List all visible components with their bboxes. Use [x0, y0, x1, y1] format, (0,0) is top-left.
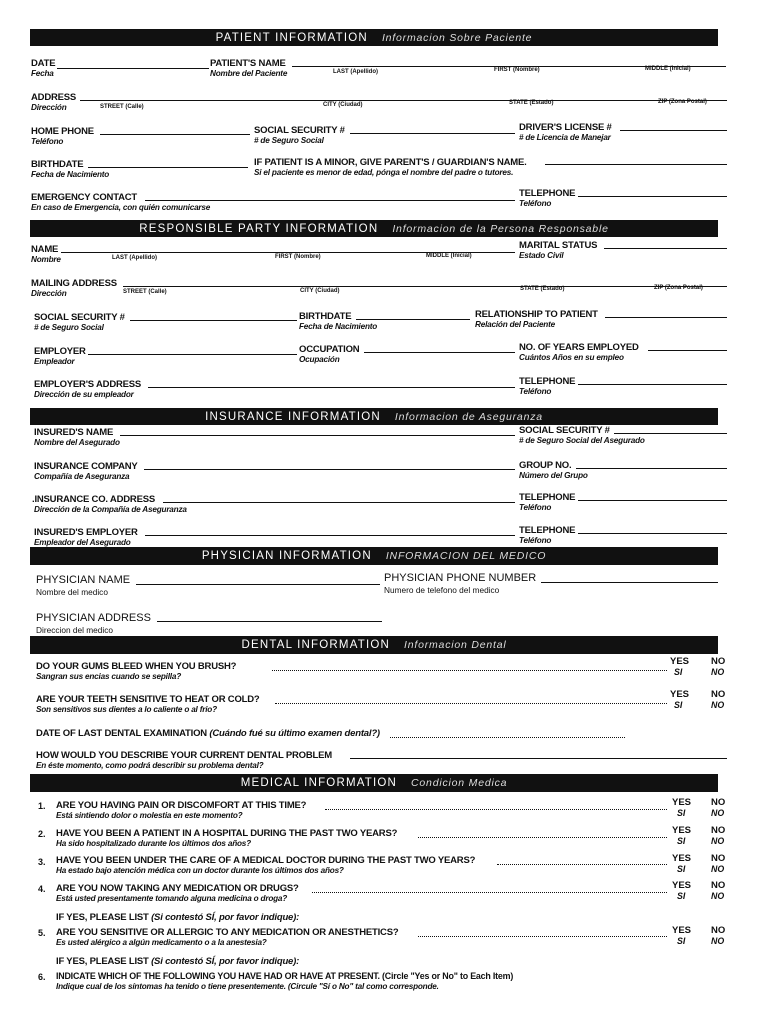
- ins-ssn-label: SOCIAL SECURITY #: [519, 425, 610, 436]
- ssn-label-sp: # de Seguro Social: [254, 136, 324, 145]
- address-label-sp: Dirección: [31, 103, 67, 112]
- mailing-label-sp: Dirección: [31, 289, 67, 298]
- ins-telephone2-field[interactable]: [578, 533, 727, 534]
- medical-q1-no-sp[interactable]: NO: [711, 808, 725, 818]
- dental-q2-si[interactable]: SI: [674, 700, 683, 710]
- employer-label-sp: Empleador: [34, 357, 75, 366]
- resp-birthdate-label-sp: Fecha de Nacimiento: [299, 322, 378, 331]
- insured-employer-label: INSURED'S EMPLOYER: [34, 527, 138, 538]
- medical-q2-yes[interactable]: YES: [672, 825, 692, 836]
- dental-q2-no-sp[interactable]: NO: [711, 700, 725, 710]
- co-address-field[interactable]: [163, 502, 515, 503]
- dental-q1-no-sp[interactable]: NO: [711, 667, 725, 677]
- medical-q1-no[interactable]: NO: [711, 797, 726, 808]
- medical-q3: HAVE YOU BEEN UNDER THE CARE OF A MEDICAL DOCTOR DURING THE PAST TWO YEARS?: [56, 855, 476, 866]
- company-field[interactable]: [144, 469, 515, 470]
- co-address-label: .INSURANCE CO. ADDRESS: [32, 494, 155, 505]
- date-label: DATE: [31, 58, 56, 69]
- license-label-sp: # de Licencia de Manejar: [519, 133, 611, 142]
- emergency-label: EMERGENCY CONTACT: [31, 192, 138, 203]
- state-label: STATE (Estado): [509, 100, 554, 106]
- minor-label: IF PATIENT IS A MINOR, GIVE PARENT'S / GUARDIAN'S NAME.: [254, 157, 527, 168]
- group-label: GROUP NO.: [519, 460, 572, 471]
- dental-q4-field[interactable]: [350, 758, 727, 759]
- company-label: INSURANCE COMPANY: [34, 461, 138, 472]
- section-title-sp: Informacion Dental: [404, 639, 507, 651]
- section-insurance-header: [30, 408, 718, 425]
- section-title-sp: Informacion Sobre Paciente: [381, 31, 533, 44]
- section-responsible-header: [30, 220, 718, 237]
- mailing-label: MAILING ADDRESS: [31, 278, 117, 289]
- resp-telephone-label: TELEPHONE: [519, 376, 576, 387]
- physician-name-label: PHYSICIAN NAME: [36, 574, 131, 586]
- dental-q3-text: DATE OF LAST DENTAL EXAMINATION: [36, 728, 207, 739]
- section-title-sp: INFORMACION DEL MEDICO: [385, 550, 547, 562]
- medical-q4-leader: [312, 892, 667, 893]
- patient-name-label-sp: Nombre del Paciente: [210, 69, 288, 78]
- ins-ssn-field[interactable]: [614, 433, 727, 434]
- medical-list-1: [56, 912, 299, 923]
- resp-birthdate-field[interactable]: [356, 319, 470, 320]
- marital-field[interactable]: [604, 248, 727, 249]
- medical-q6: INDICATE WHICH OF THE FOLLOWING YOU HAVE HAD OR HAVE AT PRESENT. (Circle "Yes or No" to Each Item): [56, 971, 514, 981]
- resp-name-label-sp: Nombre: [31, 255, 61, 264]
- dental-q4-sp: En éste momento, como podrá describir su problema dental?: [36, 761, 264, 770]
- dental-q2-no[interactable]: NO: [711, 689, 726, 700]
- medical-q2-no[interactable]: NO: [711, 825, 726, 836]
- ins-telephone-label: TELEPHONE: [519, 492, 576, 503]
- resp-birthdate-label: BIRTHDATE: [299, 311, 352, 322]
- dental-q1-no[interactable]: NO: [711, 656, 726, 667]
- resp-first-label: FIRST (Nombre): [275, 254, 321, 260]
- medical-q3-sp: Ha estado bajo atención médica con un doctor durante los últimos dos años?: [56, 866, 344, 875]
- q-number: 3.: [38, 857, 46, 867]
- physician-phone-field[interactable]: [541, 582, 718, 583]
- medical-q4-sp: Está usted presentamente tomando alguna medicina o droga?: [56, 894, 288, 903]
- medical-q2-leader: [418, 837, 667, 838]
- dental-q2-sp: Son sensitivos sus dientes a lo caliente o al frio?: [36, 705, 217, 714]
- dental-q1-sp: Sangran sus encias cuando se sepilla?: [36, 672, 182, 681]
- dental-q1-leader: [272, 670, 667, 671]
- patient-name-label: PATIENT'S NAME: [210, 58, 286, 69]
- medical-q4: ARE YOU NOW TAKING ANY MEDICATION OR DRUGS?: [56, 883, 299, 894]
- company-label-sp: Compañía de Aseguranza: [34, 472, 130, 481]
- list-text: IF YES, PLEASE LIST: [56, 956, 149, 967]
- medical-q1-si[interactable]: SI: [677, 808, 686, 818]
- section-title: RESPONSIBLE PARTY INFORMATION: [139, 222, 379, 235]
- home-phone-label-sp: Teléfono: [31, 137, 64, 146]
- insured-name-label: INSURED'S NAME: [34, 427, 114, 438]
- medical-q4-yes[interactable]: YES: [672, 880, 692, 891]
- list-text: IF YES, PLEASE LIST: [56, 912, 149, 923]
- occupation-label-sp: Ocupación: [299, 355, 340, 364]
- dental-q2-leader: [275, 703, 667, 704]
- home-phone-label: HOME PHONE: [31, 126, 94, 137]
- occupation-label: OCCUPATION: [299, 344, 360, 355]
- resp-city-label: CITY (Ciudad): [300, 288, 340, 294]
- medical-q3-si[interactable]: SI: [677, 864, 686, 874]
- relationship-field[interactable]: [605, 317, 727, 318]
- section-medical-header: [30, 774, 718, 792]
- street-label: STREET (Calle): [100, 104, 144, 110]
- medical-q3-yes[interactable]: YES: [672, 853, 692, 864]
- employer-label: EMPLOYER: [34, 346, 86, 357]
- years-field[interactable]: [648, 350, 727, 351]
- physician-address-field[interactable]: [157, 621, 382, 622]
- q-number: 6.: [38, 972, 46, 982]
- list-text-sp: (Si contestó SÍ, por favor indique):: [151, 956, 300, 967]
- birthdate-label: BIRTHDATE: [31, 159, 84, 170]
- resp-last-label: LAST (Apellido): [112, 255, 157, 261]
- dental-q2: ARE YOUR TEETH SENSITIVE TO HEAT OR COLD?: [36, 694, 260, 705]
- dental-q1-si[interactable]: SI: [674, 667, 683, 677]
- resp-street-label: STREET (Calle): [123, 289, 167, 295]
- medical-q5-no-sp[interactable]: NO: [711, 936, 725, 946]
- physician-name-label-sp: Nombre del medico: [36, 587, 108, 597]
- section-dental-header: [30, 636, 718, 654]
- telephone-field[interactable]: [578, 196, 727, 197]
- employer-address-field[interactable]: [148, 387, 515, 388]
- ssn-field[interactable]: [350, 133, 515, 134]
- dental-q3: [36, 728, 380, 739]
- minor-label-sp: Si el paciente es menor de edad, pónga el nombre del padre o tutores.: [254, 168, 514, 177]
- telephone-label: TELEPHONE: [519, 188, 576, 199]
- section-title-sp: Informacion de Aseguranza: [394, 410, 543, 423]
- medical-q5-no[interactable]: NO: [711, 925, 726, 936]
- license-label: DRIVER'S LICENSE #: [519, 122, 612, 133]
- dental-q3-sp: (Cuándo fué su último examen dental?): [209, 728, 380, 739]
- last-label: LAST (Apellido): [333, 69, 378, 75]
- years-label-sp: Cuántos Años en su empleo: [519, 353, 624, 362]
- medical-q4-no-sp[interactable]: NO: [711, 891, 725, 901]
- emergency-field[interactable]: [145, 200, 515, 201]
- resp-middle-label: MIDDLE (Inicial): [426, 253, 472, 259]
- medical-q1: ARE YOU HAVING PAIN OR DISCOMFORT AT THIS TIME?: [56, 800, 307, 811]
- relationship-label: RELATIONSHIP TO PATIENT: [475, 309, 598, 320]
- marital-label-sp: Estado Civil: [519, 251, 564, 260]
- medical-q3-no-sp[interactable]: NO: [711, 864, 725, 874]
- medical-list-2: [56, 956, 299, 967]
- q-number: 2.: [38, 829, 46, 839]
- city-label: CITY (Ciudad): [323, 102, 363, 108]
- resp-zip-label: ZIP (Zona Postal): [654, 285, 703, 291]
- dental-q1-yes[interactable]: YES: [670, 656, 690, 667]
- zip-label: ZIP (Zona Postal): [658, 99, 707, 105]
- birthdate-label-sp: Fecha de Nacimiento: [31, 170, 110, 179]
- address-label: ADDRESS: [31, 92, 77, 103]
- physician-address-label: PHYSICIAN ADDRESS: [36, 612, 151, 624]
- ins-telephone2-label: TELEPHONE: [519, 525, 576, 536]
- medical-q5-sp: Es usted alérgico a algún medicamento o a la anestesia?: [56, 938, 267, 947]
- resp-state-label: STATE (Estado): [520, 286, 565, 292]
- date-field[interactable]: [57, 68, 209, 69]
- physician-name-field[interactable]: [136, 584, 380, 585]
- ins-telephone-label-sp: Teléfono: [519, 503, 552, 512]
- dental-q4: HOW WOULD YOU DESCRIBE YOUR CURRENT DENTAL PROBLEM: [36, 750, 332, 761]
- medical-q3-leader: [497, 864, 667, 865]
- ins-telephone-field[interactable]: [578, 500, 727, 501]
- ssn-label: SOCIAL SECURITY #: [254, 125, 345, 136]
- years-label: NO. OF YEARS EMPLOYED: [519, 342, 639, 353]
- address-field[interactable]: [80, 100, 727, 101]
- physician-phone-label-sp: Numero de telefono del medico: [384, 585, 500, 595]
- group-label-sp: Número del Grupo: [519, 471, 588, 480]
- employer-field[interactable]: [88, 354, 297, 355]
- medical-q4-no[interactable]: NO: [711, 880, 726, 891]
- license-field[interactable]: [620, 130, 727, 131]
- employer-address-label: EMPLOYER'S ADDRESS: [34, 379, 142, 390]
- section-title: MEDICAL INFORMATION: [240, 777, 398, 789]
- telephone-label-sp: Teléfono: [519, 199, 552, 208]
- birthdate-field[interactable]: [88, 167, 248, 168]
- insured-employer-field[interactable]: [145, 535, 515, 536]
- section-title: PATIENT INFORMATION: [215, 31, 368, 44]
- date-label-sp: Fecha: [31, 69, 54, 78]
- first-label: FIRST (Nombre): [494, 67, 540, 73]
- physician-address-label-sp: Direccion del medico: [36, 625, 114, 635]
- resp-telephone-label-sp: Teléfono: [519, 387, 552, 396]
- dental-q1: DO YOUR GUMS BLEED WHEN YOU BRUSH?: [36, 661, 237, 672]
- dental-q3-leader[interactable]: [390, 737, 625, 738]
- ins-telephone2-label-sp: Teléfono: [519, 536, 552, 545]
- medical-q6-sp: Indique cual de los síntomas ha tenido o tiene presentemente. (Circule "Sí o No" tal como corresponde.: [56, 982, 439, 991]
- relationship-label-sp: Relación del Paciente: [475, 320, 555, 329]
- section-title: PHYSICIAN INFORMATION: [201, 550, 372, 562]
- dental-q2-yes[interactable]: YES: [670, 689, 690, 700]
- marital-label: MARITAL STATUS: [519, 240, 598, 251]
- physician-phone-label: PHYSICIAN PHONE NUMBER: [384, 572, 537, 584]
- insured-name-label-sp: Nombre del Asegurado: [34, 438, 120, 447]
- insured-employer-label-sp: Empleador del Asegurado: [34, 538, 131, 547]
- group-field[interactable]: [576, 468, 727, 469]
- emergency-label-sp: En caso de Emergencia, con quién comunicarse: [31, 203, 211, 212]
- medical-q5-si[interactable]: SI: [677, 936, 686, 946]
- q-number: 1.: [38, 801, 46, 811]
- insured-name-field[interactable]: [120, 435, 515, 436]
- medical-q2-no-sp[interactable]: NO: [711, 836, 725, 846]
- section-title: DENTAL INFORMATION: [241, 639, 390, 651]
- mailing-field[interactable]: [123, 286, 727, 287]
- list-text-sp: (Si contestó SÍ, por favor indique):: [151, 912, 300, 923]
- section-title: INSURANCE INFORMATION: [205, 410, 381, 423]
- occupation-field[interactable]: [364, 352, 515, 353]
- ins-ssn-label-sp: # de Seguro Social del Asegurado: [519, 436, 645, 445]
- resp-ssn-label: SOCIAL SECURITY #: [34, 312, 125, 323]
- resp-ssn-field[interactable]: [130, 320, 297, 321]
- medical-q4-si[interactable]: SI: [677, 891, 686, 901]
- section-title-sp: Condicion Medica: [411, 777, 508, 789]
- section-title-sp: Informacion de la Persona Responsable: [392, 222, 609, 235]
- medical-q5-leader: [418, 936, 667, 937]
- co-address-label-sp: Dirección de la Compañía de Aseguranza: [34, 505, 187, 514]
- middle-label: MIDDLE (Inicial): [645, 66, 691, 72]
- resp-telephone-field[interactable]: [578, 384, 727, 385]
- q-number: 5.: [38, 928, 46, 938]
- medical-q2-sp: Ha sido hospitalizado durante los últimos dos años?: [56, 839, 251, 848]
- guardian-field[interactable]: [545, 164, 727, 165]
- medical-q2-si[interactable]: SI: [677, 836, 686, 846]
- home-phone-field[interactable]: [100, 134, 250, 135]
- section-patient-header: [30, 29, 718, 46]
- employer-address-label-sp: Dirección de su empleador: [34, 390, 134, 399]
- medical-q1-sp: Está sintiendo dolor o molestia en este momento?: [56, 811, 243, 820]
- medical-q5: ARE YOU SENSITIVE OR ALLERGIC TO ANY MEDICATION OR ANESTHETICS?: [56, 927, 399, 938]
- medical-q1-leader: [325, 809, 667, 810]
- section-physician-header: [30, 547, 718, 565]
- medical-q2: HAVE YOU BEEN A PATIENT IN A HOSPITAL DURING THE PAST TWO YEARS?: [56, 828, 398, 839]
- medical-q5-yes[interactable]: YES: [672, 925, 692, 936]
- medical-q1-yes[interactable]: YES: [672, 797, 692, 808]
- resp-name-label: NAME: [31, 244, 59, 255]
- resp-ssn-label-sp: # de Seguro Social: [34, 323, 104, 332]
- q-number: 4.: [38, 884, 46, 894]
- medical-q3-no[interactable]: NO: [711, 853, 726, 864]
